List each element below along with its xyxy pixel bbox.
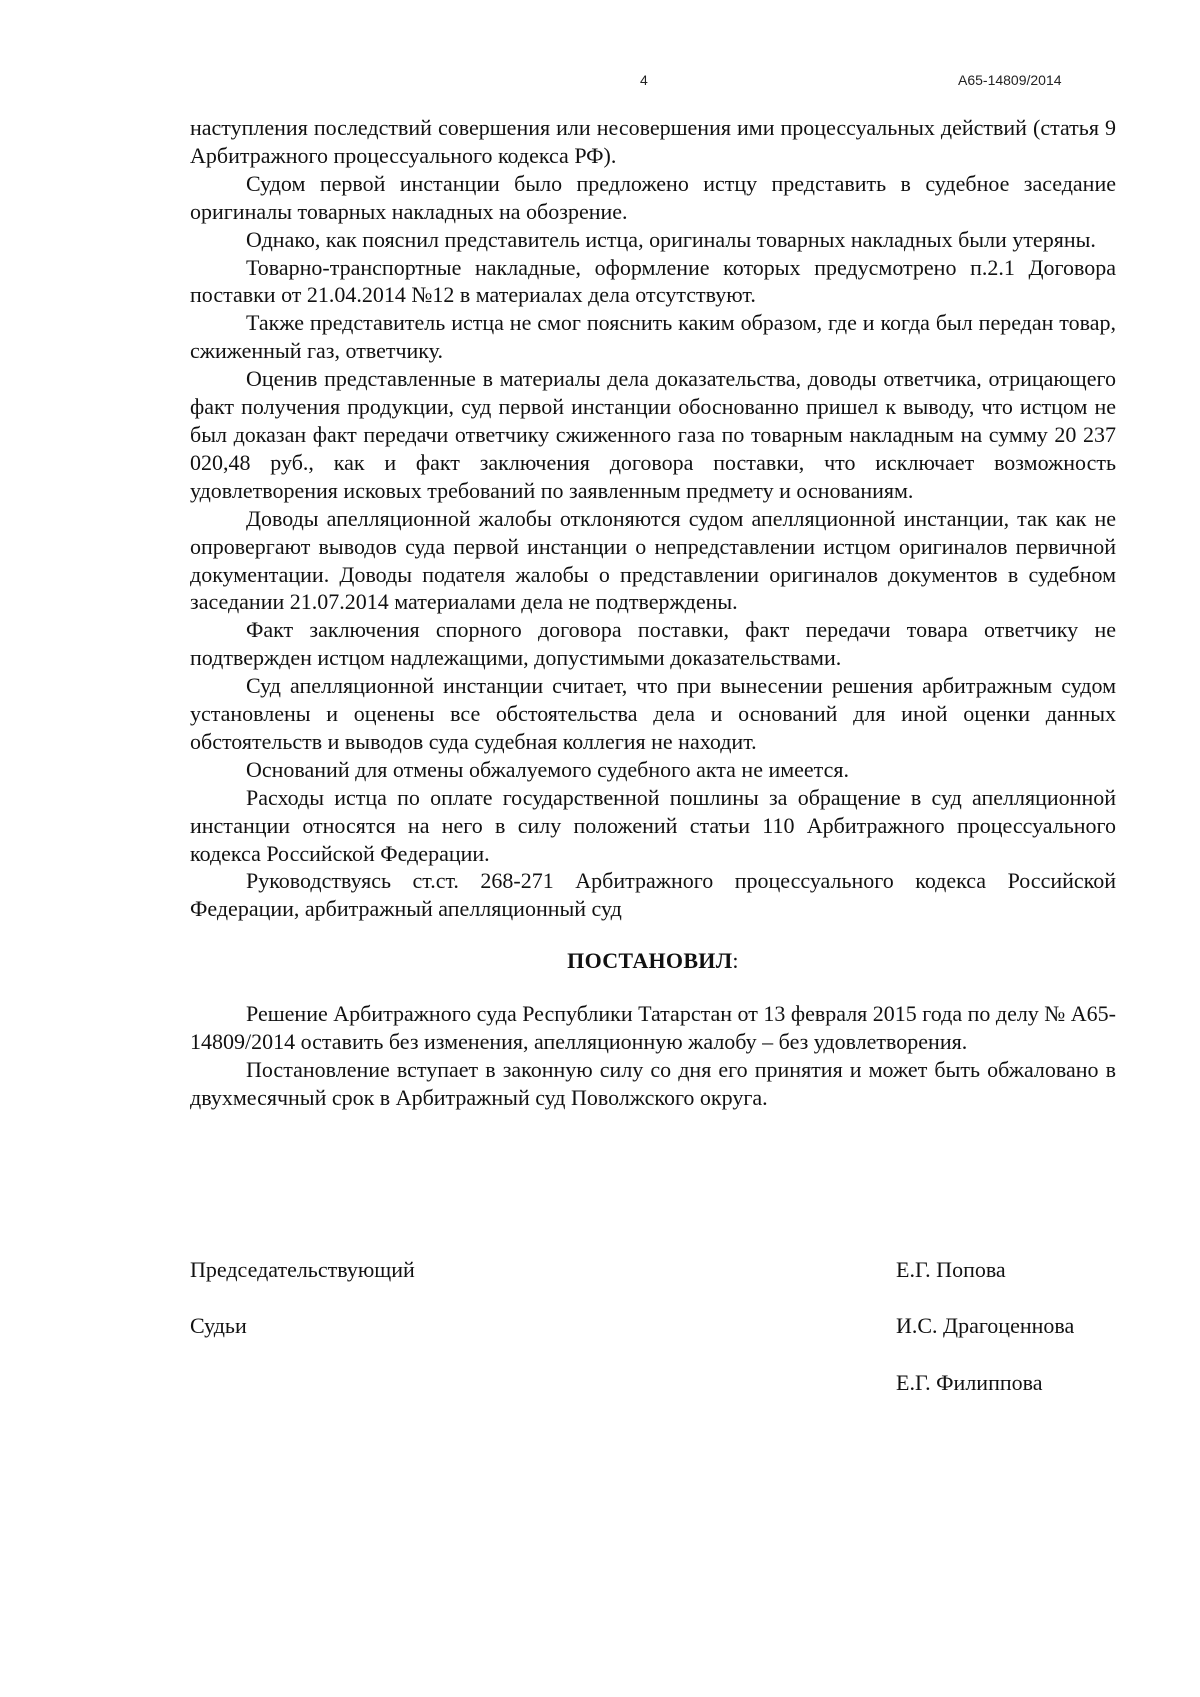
paragraph: Также представитель истца не смог пояснить каким образом, где и когда был передан товар, сжиженный газ, ответчику. [190,310,1116,364]
paragraph: Доводы апелляционной жалобы отклоняются судом апелляционной инстанции, так как не опровергают выводов суда первой инстанции о непредставлении истцом оригиналов первичной документации. Доводы подателя жалобы о представлении оригиналов документов в судебном заседании 21.07.2014 материалами дела не подтверждены. [190,505,1116,615]
resolution-paragraph: Решение Арбитражного суда Республики Татарстан от 13 февраля 2015 года по делу № А65-14809/2014 оставить без изменения, апелляционную жалобу – без удовлетворения. [190,1001,1117,1055]
resolution-paragraph: Постановление вступает в законную силу со дня его принятия и может быть обжаловано в двухмесячный срок в Арбитражный суд Поволжского округа. [190,1057,1116,1110]
paragraph: Судом первой инстанции было предложено истцу представить в судебное заседание оригиналы товарных накладных на обозрение. [190,170,1116,224]
judge-name: Е.Г. Филиппова [896,1370,1043,1395]
paragraph: Факт заключения спорного договора поставки, факт передачи товара ответчику не подтвержден истцом надлежащими, допустимыми доказательствами. [190,617,1116,671]
presiding-label: Председательствующий [190,1257,415,1282]
paragraph: Расходы истца по оплате государственной пошлины за обращение в суд апелляционной инстанции относятся на него в силу положений статьи 110 Арбитражного процессуального кодекса Российской Федерации. [190,784,1116,866]
paragraph: Товарно-транспортные накладные, оформление которых предусмотрено п.2.1 Договора поставки от 21.04.2014 №12 в материалах дела отсутствуют. [190,254,1116,308]
paragraph: наступления последствий совершения или несовершения ими процессуальных действий (статья 9 Арбитражного процессуального кодекса РФ). [190,115,1116,168]
judge-name: И.С. Драгоценнова [896,1313,1075,1338]
judges-label: Судьи [190,1313,247,1338]
paragraph: Оснований для отмены обжалуемого судебного акта не имеется. [246,756,849,782]
ruling-heading [190,947,1116,975]
ruling-heading-colon: : [732,948,739,974]
page-number: 4 [640,72,648,88]
case-number: А65-14809/2014 [958,72,1062,88]
presiding-name: Е.Г. Попова [896,1257,1006,1282]
paragraph: Руководствуясь ст.ст. 268-271 Арбитражного процессуального кодекса Российской Федерации, арбитражный апелляционный суд [190,868,1116,922]
ruling-heading-text: ПОСТАНОВИЛ [567,948,733,974]
paragraph: Суд апелляционной инстанции считает, что при вынесении решения арбитражным судом установлены и оценены все обстоятельства дела и оснований для иной оценки данных обстоятельств и выводов суда судебная коллегия не находит. [190,673,1116,754]
paragraph: Оценив представленные в материалы дела доказательства, доводы ответчика, отрицающего факт получения продукции, суд первой инстанции обоснованно пришел к выводу, что истцом не был доказан факт передачи ответчику сжиженного газа по товарным накладным на сумму 20 237 020,48 руб., как и факт заключения договора поставки, что исключает возможность удовлетворения исковых требований по заявленным предмету и основаниям. [190,366,1116,503]
document-body [190,114,1116,1112]
paragraph: Однако, как пояснил представитель истца, оригиналы товарных накладных были утеряны. [246,226,1096,252]
